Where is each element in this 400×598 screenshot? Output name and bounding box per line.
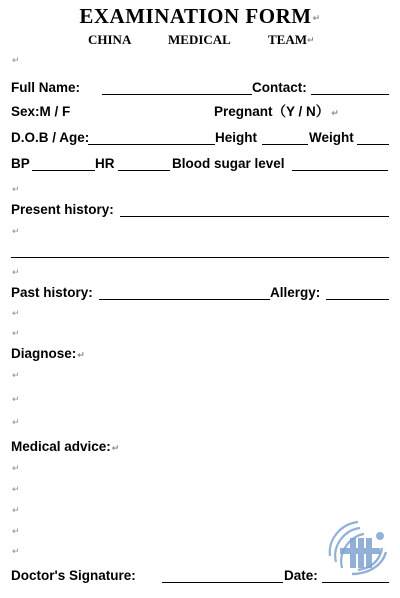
contact-field[interactable] (311, 94, 389, 95)
past-history-field[interactable] (99, 299, 270, 300)
paragraph-mark: ↵ (12, 329, 20, 339)
sex-label: Sex:M / F (11, 104, 71, 119)
bp-field[interactable] (32, 170, 95, 171)
paragraph-mark: ↵ (331, 109, 339, 119)
emblem-svg (322, 516, 394, 578)
medical-advice-label: Medical advice:↵ (11, 439, 120, 454)
dob-age-field[interactable] (88, 144, 215, 145)
present-history-field[interactable] (120, 216, 389, 217)
paragraph-mark: ↵ (12, 506, 20, 516)
allergy-label: Allergy: (270, 285, 321, 300)
subtitle-word-china: CHINA (88, 32, 132, 47)
paragraph-mark: ↵ (12, 268, 20, 278)
weight-label: Weight (309, 130, 354, 145)
hr-field[interactable] (118, 170, 170, 171)
full-name-label: Full Name: (11, 80, 81, 95)
blood-sugar-label: Blood sugar level (172, 156, 285, 171)
paragraph-mark: ↵ (12, 464, 20, 474)
height-field[interactable] (262, 144, 308, 145)
doctor-signature-field[interactable] (162, 582, 283, 583)
form-title: EXAMINATION FORM↵ (79, 4, 321, 28)
paragraph-mark: ↵ (12, 185, 20, 195)
paragraph-mark: ↵ (12, 547, 20, 557)
allergy-field[interactable] (326, 299, 389, 300)
dob-age-label: D.O.B / Age: (11, 130, 90, 145)
diagnose-label: Diagnose:↵ (11, 346, 85, 361)
subtitle-word-medical: MEDICAL (168, 32, 231, 47)
paragraph-mark: ↵ (12, 395, 20, 405)
medical-team-emblem-icon (322, 516, 394, 578)
paragraph-mark: ↵ (12, 418, 20, 428)
contact-label: Contact: (252, 80, 307, 95)
date-field[interactable] (322, 582, 389, 583)
pregnant-label: Pregnant（Y / N） ↵ (214, 104, 339, 119)
bp-label: BP (11, 156, 30, 171)
paragraph-mark: ↵ (312, 14, 321, 24)
hr-label: HR (95, 156, 115, 171)
form-subtitle (88, 32, 315, 48)
weight-field[interactable] (357, 144, 389, 145)
paragraph-mark: ↵ (111, 444, 120, 454)
paragraph-mark: ↵ (12, 527, 20, 537)
paragraph-mark: ↵ (12, 227, 20, 237)
subtitle-word-team: TEAM (268, 32, 307, 47)
date-label: Date: (284, 568, 318, 583)
paragraph-mark: ↵ (77, 351, 85, 361)
doctor-signature-label: Doctor's Signature: (11, 568, 136, 583)
paragraph-mark: ↵ (12, 56, 20, 66)
blood-sugar-field[interactable] (292, 170, 388, 171)
paragraph-mark: ↵ (12, 371, 20, 381)
full-name-field[interactable] (102, 94, 252, 95)
paragraph-mark: ↵ (12, 485, 20, 495)
present-history-label: Present history: (11, 202, 114, 217)
paragraph-mark: ↵ (307, 36, 315, 46)
present-history-field-line-2[interactable] (11, 257, 389, 258)
height-label: Height (215, 130, 257, 145)
paragraph-mark: ↵ (12, 309, 20, 319)
past-history-label: Past history: (11, 285, 93, 300)
